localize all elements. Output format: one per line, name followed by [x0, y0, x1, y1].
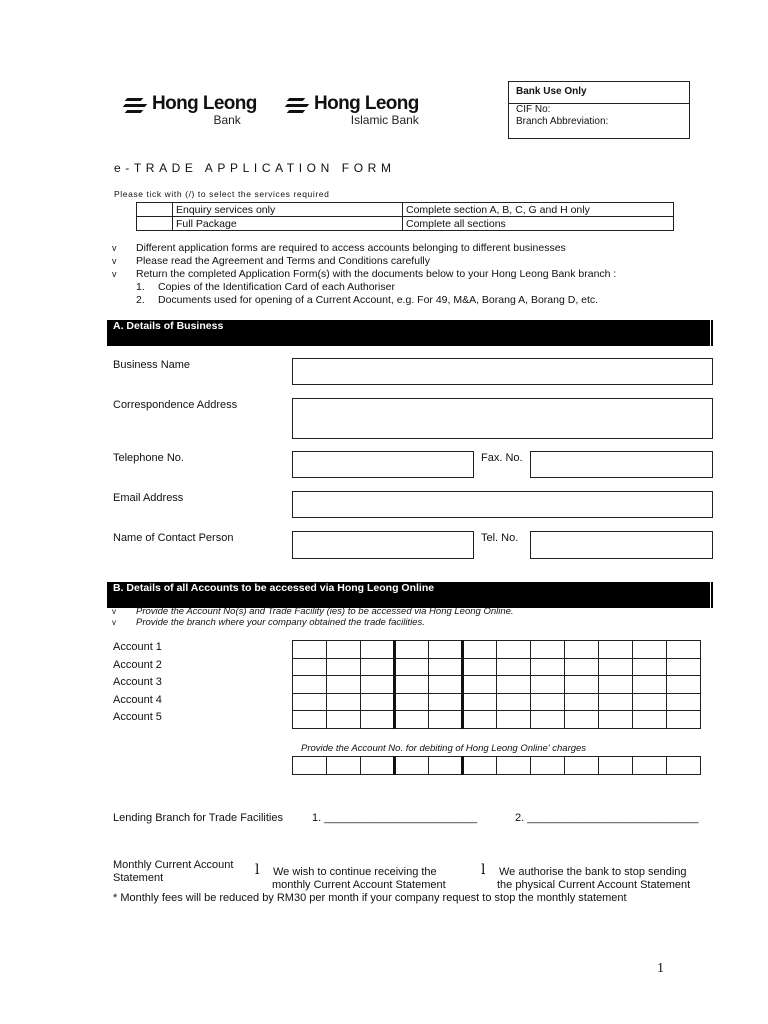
fax-label: Fax. No.: [481, 452, 523, 464]
service-name: Enquiry services only: [173, 203, 403, 217]
service-name: Full Package: [173, 217, 403, 231]
account-4-cell[interactable]: [361, 693, 395, 711]
account-5-cell[interactable]: [565, 711, 599, 729]
logo-brand-text: Hong Leong: [152, 93, 257, 114]
account-5-label: Account 5: [113, 711, 162, 724]
account-5-cell[interactable]: [361, 711, 395, 729]
statement-label-line2: Statement: [113, 872, 164, 884]
service-sections: Complete section A, B, C, G and H only: [403, 203, 674, 217]
account-1-label: Account 1: [113, 641, 162, 653]
account-4-cell[interactable]: [633, 693, 667, 711]
account-3-cell[interactable]: [531, 676, 565, 694]
branch-abbreviation-label: Branch Abbreviation:: [516, 116, 609, 127]
section-b-header: B. Details of all Accounts to be accessed via Hong Leong Online: [107, 582, 713, 608]
account-4-cell[interactable]: [599, 693, 633, 711]
account-5-cell[interactable]: [599, 711, 633, 729]
account-2-cell[interactable]: [429, 658, 463, 676]
account-4-label: Account 4: [113, 693, 162, 706]
debit-account-cell[interactable]: [361, 757, 395, 775]
account-3-cell[interactable]: [293, 676, 327, 694]
page-number: 1: [657, 961, 664, 976]
accounts-grid: [292, 640, 701, 729]
account-4-cell[interactable]: [463, 693, 497, 711]
lending-branch-1-field[interactable]: 1. _________________________: [312, 812, 478, 824]
branch-note: Provide the branch where your company obtained the trade facilities.: [136, 617, 425, 628]
account-1-cell[interactable]: [531, 641, 565, 659]
account-1-cell[interactable]: [633, 641, 667, 659]
account-1-cell[interactable]: [327, 641, 361, 659]
account-1-cell[interactable]: [395, 641, 429, 659]
continue-statement-checkbox[interactable]: l: [255, 862, 260, 878]
account-2-cell[interactable]: [395, 658, 429, 676]
email-label: Email Address: [113, 492, 184, 504]
table-row: [293, 641, 701, 659]
bullet-text: Return the completed Application Form(s) with the documents below to your Hong Leong Bank branch :: [136, 268, 617, 280]
account-1-cell[interactable]: [429, 641, 463, 659]
account-3-cell[interactable]: [599, 676, 633, 694]
email-field[interactable]: [292, 491, 713, 518]
doc-text: Copies of the Identification Card of each Authoriser: [158, 281, 395, 293]
account-4-cell[interactable]: [497, 693, 531, 711]
logo-sub-text: Islamic Bank: [350, 113, 419, 127]
bullet-mark: v: [112, 607, 116, 616]
bullet-text: Different application forms are required to access accounts belonging to different businesses: [136, 242, 566, 254]
telephone-label: Telephone No.: [113, 452, 184, 464]
account-2-cell[interactable]: [599, 658, 633, 676]
account-2-cell[interactable]: [531, 658, 565, 676]
account-note: Provide the Account No(s) and Trade Facility (ies) to be accessed via Hong Leong Online.: [136, 606, 514, 617]
account-1-cell[interactable]: [293, 641, 327, 659]
account-3-cell[interactable]: [395, 676, 429, 694]
form-title: e-TRADE APPLICATION FORM: [114, 161, 396, 175]
account-3-cell[interactable]: [667, 676, 701, 694]
logo-brand-text: Hong Leong: [314, 93, 419, 114]
hong-leong-logo-mark-icon: [122, 96, 148, 118]
table-row: [293, 711, 701, 729]
table-row: [293, 693, 701, 711]
account-3-cell[interactable]: [497, 676, 531, 694]
continue-statement-line1: We wish to continue receiving the: [273, 866, 437, 878]
doc-number: 1.: [136, 281, 145, 293]
account-3-cell[interactable]: [463, 676, 497, 694]
debit-account-cell[interactable]: [667, 757, 701, 775]
business-name-field[interactable]: [292, 358, 713, 385]
stop-statement-line2: the physical Current Account Statement: [497, 879, 691, 891]
bank-use-box: [508, 81, 690, 139]
service-sections: Complete all sections: [403, 217, 674, 231]
bank-use-title: Bank Use Only: [509, 82, 689, 104]
correspondence-address-field[interactable]: [292, 398, 713, 439]
account-5-cell[interactable]: [395, 711, 429, 729]
hong-leong-islamic-bank-logo: [284, 94, 419, 127]
doc-number: 2.: [136, 294, 145, 306]
lending-branch-2-field[interactable]: 2. ____________________________: [515, 812, 699, 824]
debit-account-cell[interactable]: [565, 757, 599, 775]
cif-label: CIF No:: [516, 104, 551, 115]
debit-account-cell[interactable]: [293, 757, 327, 775]
hong-leong-bank-logo: [122, 94, 257, 127]
bullet-mark: v: [112, 269, 117, 279]
table-row: [137, 217, 674, 231]
account-3-label: Account 3: [113, 676, 162, 689]
account-2-cell[interactable]: [633, 658, 667, 676]
logo-sub-text: Bank: [213, 113, 241, 127]
account-4-cell[interactable]: [429, 693, 463, 711]
contact-person-label: Name of Contact Person: [113, 532, 234, 544]
full-package-tick-cell[interactable]: [137, 217, 173, 231]
table-row: [293, 658, 701, 676]
account-3-cell[interactable]: [327, 676, 361, 694]
list-item: [112, 268, 616, 281]
list-item: [136, 281, 395, 294]
statement-label-line1: Monthly Current Account: [113, 859, 234, 871]
debit-account-cell[interactable]: [497, 757, 531, 775]
account-1-cell[interactable]: [361, 641, 395, 659]
account-3-cell[interactable]: [361, 676, 395, 694]
account-4-cell[interactable]: [395, 693, 429, 711]
account-5-cell[interactable]: [633, 711, 667, 729]
bullet-mark: v: [112, 618, 116, 627]
table-row: [137, 203, 674, 217]
bullet-mark: v: [112, 243, 117, 253]
account-5-cell[interactable]: [497, 711, 531, 729]
section-a-header: A. Details of Business: [107, 320, 713, 346]
account-1-cell[interactable]: [667, 641, 701, 659]
enquiry-tick-cell[interactable]: [137, 203, 173, 217]
account-3-cell[interactable]: [633, 676, 667, 694]
tick-instruction: Please tick with (/) to select the services required: [114, 189, 330, 199]
account-2-cell[interactable]: [293, 658, 327, 676]
account-1-cell[interactable]: [463, 641, 497, 659]
account-5-cell[interactable]: [429, 711, 463, 729]
stop-statement-line1: We authorise the bank to stop sending: [499, 866, 687, 878]
continue-statement-line2: monthly Current Account Statement: [272, 879, 446, 891]
account-2-label: Account 2: [113, 658, 162, 671]
account-2-cell[interactable]: [361, 658, 395, 676]
account-3-cell[interactable]: [429, 676, 463, 694]
business-name-label: Business Name: [113, 359, 191, 371]
account-2-cell[interactable]: [667, 658, 701, 676]
services-table: [136, 202, 674, 231]
account-2-cell[interactable]: [565, 658, 599, 676]
account-1-cell[interactable]: [599, 641, 633, 659]
table-row: [293, 676, 701, 694]
debit-account-cell[interactable]: [395, 757, 429, 775]
account-5-cell[interactable]: [463, 711, 497, 729]
account-5-cell[interactable]: [667, 711, 701, 729]
tel-field[interactable]: [530, 531, 713, 559]
account-2-cell[interactable]: [463, 658, 497, 676]
doc-text: Documents used for opening of a Current Account, e.g. For 49, M&A, Borang A, Borang D, etc.: [158, 294, 599, 306]
bullet-mark: v: [112, 256, 117, 266]
list-item: [112, 242, 566, 255]
tel-label: Tel. No.: [481, 532, 519, 544]
fee-note: * Monthly fees will be reduced by RM30 per month if your company request to stop the monthly statement: [113, 892, 627, 904]
account-5-cell[interactable]: [327, 711, 361, 729]
table-row: [293, 757, 701, 775]
debit-account-grid: [292, 756, 701, 775]
account-4-cell[interactable]: [565, 693, 599, 711]
telephone-field[interactable]: [292, 451, 474, 478]
bullet-text: Please read the Agreement and Terms and Conditions carefully: [136, 255, 430, 267]
list-item: [136, 294, 598, 307]
account-5-cell[interactable]: [531, 711, 565, 729]
account-1-cell[interactable]: [497, 641, 531, 659]
fax-field[interactable]: [530, 451, 713, 478]
stop-statement-checkbox[interactable]: l: [481, 862, 486, 878]
account-3-cell[interactable]: [565, 676, 599, 694]
list-item: [112, 255, 430, 268]
account-4-cell[interactable]: [327, 693, 361, 711]
account-5-cell[interactable]: [293, 711, 327, 729]
debit-account-cell[interactable]: [429, 757, 463, 775]
account-2-cell[interactable]: [327, 658, 361, 676]
list-item: [112, 617, 425, 628]
correspondence-address-label: Correspondence Address: [113, 399, 238, 411]
contact-person-field[interactable]: [292, 531, 474, 559]
lending-branch-label: Lending Branch for Trade Facilities: [113, 812, 283, 824]
debit-account-note: Provide the Account No. for debiting of Hong Leong Online' charges: [301, 743, 587, 754]
account-4-cell[interactable]: [293, 693, 327, 711]
debit-account-cell[interactable]: [633, 757, 667, 775]
list-item: [112, 606, 514, 617]
debit-account-cell[interactable]: [599, 757, 633, 775]
debit-account-cell[interactable]: [463, 757, 497, 775]
account-1-cell[interactable]: [565, 641, 599, 659]
hong-leong-logo-mark-icon: [284, 96, 310, 118]
debit-account-cell[interactable]: [327, 757, 361, 775]
account-4-cell[interactable]: [667, 693, 701, 711]
debit-account-cell[interactable]: [531, 757, 565, 775]
account-4-cell[interactable]: [531, 693, 565, 711]
account-2-cell[interactable]: [497, 658, 531, 676]
